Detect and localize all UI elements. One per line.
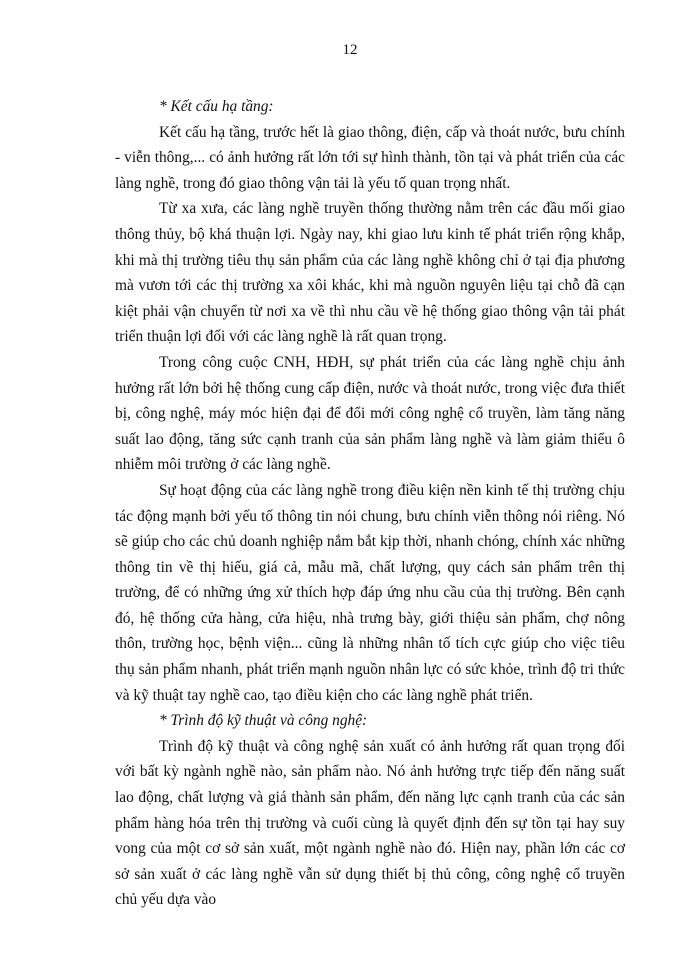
page-content — [115, 94, 625, 913]
paragraph: Từ xa xưa, các làng nghề truyền thống thường nằm trên các đầu mối giao thông thủy, bộ khá thuận lợi. Ngày nay, khi giao lưu kinh tế phát triển rộng khắp, khi mà thị trường tiêu thụ sản phẩm của các làng nghề không chỉ ở tại địa phương mà vươn tới các thị trường xa xôi khác, khi mà nguồn nguyên liệu tại chỗ đã cạn kiệt phải vận chuyển từ nơi xa về thì nhu cầu về hệ thống giao thông vận tải phát triển thuận lợi đối với các làng nghề là rất quan trọng. — [115, 200, 625, 346]
paragraph: Trong công cuộc CNH, HĐH, sự phát triển của các làng nghề chịu ảnh hưởng rất lớn bởi hệ thống cung cấp điện, nước và thoát nước, trong việc đưa thiết bị, công nghệ, máy móc hiện đại để đổi mới công nghệ cổ truyền, làm tăng năng suất lao động, tăng sức cạnh tranh của sản phẩm làng nghề và làm giảm thiểu ô nhiễm môi trường ở các làng nghề. — [115, 353, 625, 474]
paragraph: Kết cấu hạ tầng, trước hết là giao thông, điện, cấp và thoát nước, bưu chính - viễn thông,... có ảnh hưởng rất lớn tới sự hình thành, tồn tại và phát triển của các làng nghề, trong đó giao thông vận tải là yếu tố quan trọng nhất. — [115, 123, 625, 192]
section-heading-infrastructure: * Kết cấu hạ tầng: — [159, 98, 274, 115]
section-heading-technology: * Trình độ kỹ thuật và công nghệ: — [159, 712, 368, 730]
page-number: 12 — [342, 42, 358, 58]
paragraph: Sự hoạt động của các làng nghề trong điều kiện nền kinh tế thị trường chịu tác động mạnh bởi yếu tố thông tin nói chung, bưu chính viễn thông nói riêng. Nó sẽ giúp cho các chủ doanh nghiệp nắm bắt kịp thời, nhanh chóng, chính xác những thông tin về thị hiếu, giá cả, mẫu mã, chất lượng, quy cách sản phẩm trên thị trường, để có những ứng xử thích hợp đáp ứng nhu cầu của thị trường. Bên cạnh đó, hệ thống cửa hàng, cửa hiệu, nhà trưng bày, giới thiệu sản phẩm, chợ nông thôn, trường học, bệnh viện... cũng là những nhân tố tích cực giúp cho việc tiêu thụ sản phẩm nhanh, phát triển mạnh nguồn nhân lực có sức khỏe, trình độ tri thức và kỹ thuật tay nghề cao, tạo điều kiện cho các làng nghề phát triển. — [115, 481, 625, 704]
paragraph: Trình độ kỹ thuật và công nghệ sản xuất có ảnh hưởng rất quan trọng đối với bất kỳ ngành nghề nào, sản phẩm nào. Nó ảnh hưởng trực tiếp đến năng suất lao động, chất lượng và giá thành sản phẩm, đến năng lực cạnh tranh của các sản phẩm hàng hóa trên thị trường và cuối cùng là quyết định đến sự tồn tại hay suy vong của một cơ sở sản xuất, một ngành nghề nào đó. Hiện nay, phần lớn các cơ sở sản xuất ở các làng nghề vẫn sử dụng thiết bị thủ công, công nghệ cổ truyền chủ yếu dựa vào — [115, 737, 625, 909]
